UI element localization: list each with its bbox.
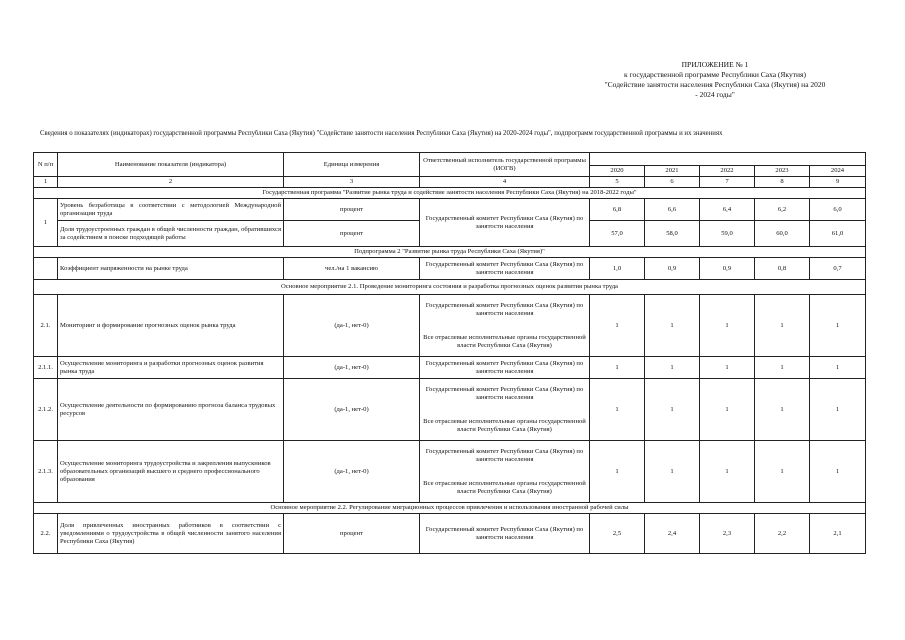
value-2022: 0,9	[700, 258, 755, 280]
responsible-committee: Государственный комитет Республики Саха (Якутия) по занятости населения	[425, 301, 584, 317]
header-row	[34, 153, 866, 166]
table-row	[34, 295, 866, 357]
header-years-group	[590, 153, 866, 166]
responsible-executor	[420, 441, 590, 503]
header-year: 2022	[700, 166, 755, 177]
indicator-unit: (да-1, нет-0)	[284, 295, 420, 357]
value-2020: 1	[590, 295, 645, 357]
spacer	[422, 318, 587, 334]
responsible-executor: Государственный комитет Республики Саха (Якутия) по занятости населения	[420, 514, 590, 554]
indicator-name: Мониторинг и формирование прогнозных оценок рынка труда	[58, 295, 284, 357]
responsible-executor	[420, 295, 590, 357]
indicator-name: Доля трудоустроенных граждан в общей численности граждан, обратившихся за содействием в поиске подходящей работы	[58, 221, 284, 247]
value-2020: 1	[590, 357, 645, 379]
spacer	[422, 402, 587, 418]
row-number: 2.2.	[34, 514, 58, 554]
value-2024: 1	[810, 357, 866, 379]
column-number: 8	[755, 177, 810, 188]
column-numbers-row	[34, 177, 866, 188]
value-2023: 1	[755, 295, 810, 357]
value-2024: 1	[810, 295, 866, 357]
responsible-committee: Государственный комитет Республики Саха (Якутия) по занятости населения	[425, 447, 584, 463]
value-2022: 1	[700, 295, 755, 357]
header-name: Наименование показателя (индикатора)	[58, 153, 284, 177]
appendix-line: к государственной программе Республики Саха (Якутия)	[624, 70, 806, 79]
responsible-executor: Государственный комитет Республики Саха (Якутия) по занятости населения	[420, 258, 590, 280]
section-subprogram: Подпрограмма 2 "Развитие рынка труда Республики Саха (Якутия)"	[34, 247, 866, 258]
row-number: 2.1.	[34, 295, 58, 357]
indicator-name: Осуществление мониторинга и разработки прогнозных оценок развития рынка труда	[58, 357, 284, 379]
indicator-unit: чел./на 1 вакансию	[284, 258, 420, 280]
row-number: 2.1.2.	[34, 379, 58, 441]
value-2021: 58,0	[645, 221, 700, 247]
column-number: 3	[284, 177, 420, 188]
appendix-line: - 2024 годы"	[695, 90, 735, 99]
indicator-name: Доля привлеченных иностранных работников в соответствии с уведомлениями о трудоустройства в общей численности занятого населения Республики Саха (Якутия)	[58, 514, 284, 554]
value-2020: 57,0	[590, 221, 645, 247]
value-2023: 60,0	[755, 221, 810, 247]
row-number: 1	[34, 199, 58, 247]
responsible-agencies: Все отраслевые исполнительные органы государственной власти Республики Саха (Якутия)	[423, 479, 586, 495]
value-2024: 1	[810, 441, 866, 503]
header-year: 2024	[810, 166, 866, 177]
value-2021: 6,6	[645, 199, 700, 221]
responsible-agencies: Все отраслевые исполнительные органы государственной власти Республики Саха (Якутия)	[423, 333, 586, 349]
header-resp: Ответственный исполнитель государственной программы (ИОГВ)	[420, 153, 590, 177]
indicator-unit: (да-1, нет-0)	[284, 357, 420, 379]
row-number	[34, 258, 58, 280]
value-2020: 1	[590, 379, 645, 441]
appendix-header	[560, 60, 870, 100]
indicator-unit: процент	[284, 514, 420, 554]
responsible-executor: Государственный комитет Республики Саха (Якутия) по занятости населения	[420, 357, 590, 379]
header-unit: Единица измерения	[284, 153, 420, 177]
table-row	[34, 199, 866, 221]
section-row-measure-1	[34, 280, 866, 295]
column-number: 4	[420, 177, 590, 188]
section-measure-2: Основное мероприятие 2.2. Регулирование миграционных процессов привлечения и использования иностранной рабочей силы	[34, 503, 866, 514]
row-number: 2.1.3.	[34, 441, 58, 503]
responsible-executor	[420, 379, 590, 441]
table-row	[34, 514, 866, 554]
header-year: 2020	[590, 166, 645, 177]
indicator-name: Уровень безработицы в соответствии с методологией Международной организации труда	[58, 199, 284, 221]
value-2021: 2,4	[645, 514, 700, 554]
column-number: 1	[34, 177, 58, 188]
value-2024: 61,0	[810, 221, 866, 247]
appendix-line: "Содействие занятости населения Республики Саха (Якутия) на 2020	[604, 80, 826, 89]
table-row	[34, 258, 866, 280]
column-number: 2	[58, 177, 284, 188]
value-2023: 0,8	[755, 258, 810, 280]
indicator-unit: процент	[284, 199, 420, 221]
header-year: 2023	[755, 166, 810, 177]
value-2020: 6,8	[590, 199, 645, 221]
appendix-title: ПРИЛОЖЕНИЕ № 1	[681, 60, 749, 69]
value-2021: 1	[645, 357, 700, 379]
value-2020: 1,0	[590, 258, 645, 280]
value-2022: 59,0	[700, 221, 755, 247]
indicator-name: Коэффициент напряженности на рынке труда	[58, 258, 284, 280]
value-2023: 2,2	[755, 514, 810, 554]
column-number: 7	[700, 177, 755, 188]
responsible-agencies: Все отраслевые исполнительные органы государственной власти Республики Саха (Якутия)	[423, 417, 586, 433]
value-2022: 2,3	[700, 514, 755, 554]
table-row	[34, 441, 866, 503]
row-number: 2.1.1.	[34, 357, 58, 379]
indicator-unit: (да-1, нет-0)	[284, 379, 420, 441]
column-number: 6	[645, 177, 700, 188]
section-program: Государственная программа "Развитие рынка труда и содействие занятости населения Республики Саха (Якутия) на 2018-2022 годы"	[34, 188, 866, 199]
header-num: N п/п	[34, 153, 58, 177]
value-2024: 1	[810, 379, 866, 441]
table-caption: Сведения о показателях (индикаторах) государственной программы Республики Саха (Якутия) "Содействие занятости населения Республики Саха (Якутия) на 2020-2024 годы", подпрограмм государственной программы и их значениях	[40, 130, 723, 137]
section-row-program	[34, 188, 866, 199]
value-2022: 6,4	[700, 199, 755, 221]
header-year: 2021	[645, 166, 700, 177]
indicator-unit: (да-1, нет-0)	[284, 441, 420, 503]
responsible-executor: Государственный комитет Республики Саха (Якутия) по занятости населения	[420, 199, 590, 247]
value-2020: 2,5	[590, 514, 645, 554]
table-row	[34, 357, 866, 379]
column-number: 9	[810, 177, 866, 188]
value-2021: 1	[645, 379, 700, 441]
value-2023: 1	[755, 357, 810, 379]
value-2024: 2,1	[810, 514, 866, 554]
value-2023: 1	[755, 441, 810, 503]
column-number: 5	[590, 177, 645, 188]
indicator-unit: процент	[284, 221, 420, 247]
value-2023: 6,2	[755, 199, 810, 221]
section-row-subprogram	[34, 247, 866, 258]
indicator-name: Осуществление деятельности по формированию прогноза баланса трудовых ресурсов	[58, 379, 284, 441]
spacer	[422, 464, 587, 480]
value-2024: 6,0	[810, 199, 866, 221]
table-row	[34, 379, 866, 441]
value-2021: 1	[645, 295, 700, 357]
value-2022: 1	[700, 357, 755, 379]
indicator-name: Осуществление мониторинга трудоустройства и закрепления выпускников образовательных организаций высшего и среднего профессионального образования	[58, 441, 284, 503]
section-measure-1: Основное мероприятие 2.1. Проведение мониторинга состояния и разработка прогнозных оценок развития рынка труда	[34, 280, 866, 295]
value-2022: 1	[700, 379, 755, 441]
responsible-committee: Государственный комитет Республики Саха (Якутия) по занятости населения	[425, 385, 584, 401]
value-2023: 1	[755, 379, 810, 441]
value-2024: 0,7	[810, 258, 866, 280]
value-2021: 1	[645, 441, 700, 503]
value-2022: 1	[700, 441, 755, 503]
section-row-measure-2	[34, 503, 866, 514]
value-2021: 0,9	[645, 258, 700, 280]
indicators-table	[33, 152, 866, 554]
value-2020: 1	[590, 441, 645, 503]
